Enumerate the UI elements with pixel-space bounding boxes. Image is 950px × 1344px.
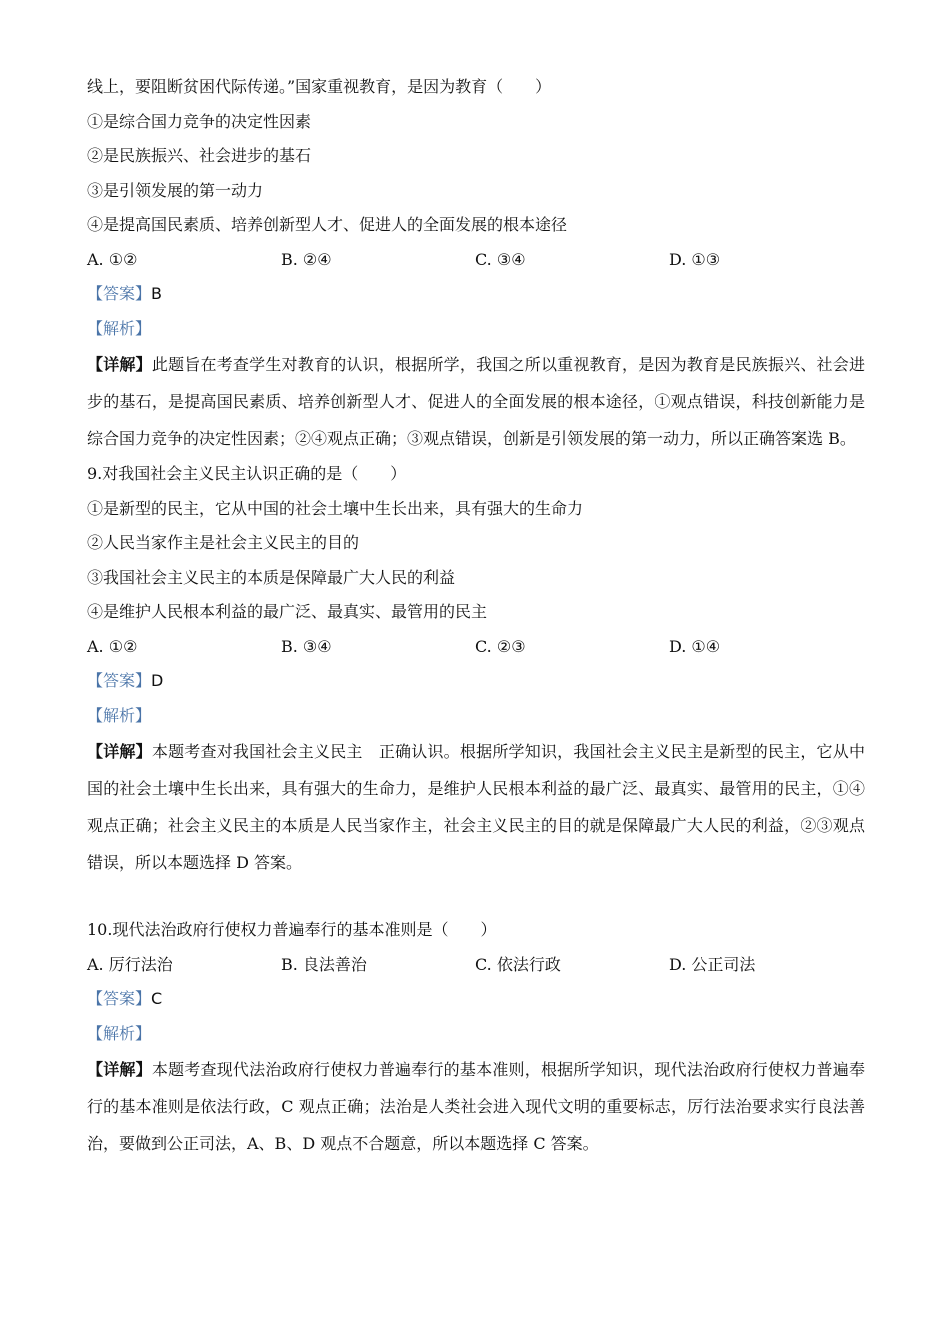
answer-tag: 【答案】 [87, 284, 152, 303]
answer-tag: 【答案】 [87, 989, 152, 1008]
detail-tag: 【详解】 [87, 742, 152, 761]
analysis-tag: 【解析】 [87, 318, 152, 338]
q8-stem-tail: 线上，要阻断贫困代际传递。”国家重视教育，是因为教育（ ） [87, 77, 552, 96]
q10-detail [87, 1051, 865, 1162]
q10-analysis [87, 1017, 865, 1052]
spacer [87, 881, 865, 913]
detail-tag: 【详解】 [87, 1060, 152, 1079]
q8-option-c: C. ③④ [475, 249, 526, 269]
q10-answer [87, 982, 865, 1017]
q8-item-3: ③是引领发展的第一动力 [87, 180, 264, 200]
q8-answer [87, 277, 865, 312]
q9-item-4: ④是维护人民根本利益的最广泛、最真实、最管用的民主 [87, 602, 488, 621]
detail-text: 本题考查现代法治政府行使权力普遍奉行的基本准则，根据所学知识，现代法治政府行使权力普遍奉行的基本准则是依法行政，C 观点正确；法治是人类社会进入现代文明的重要标志，厉行法治要求实行良法善治，要做到公正司法，A、B、D 观点不合题意，所以本题选择 C 答案。 [87, 1060, 865, 1153]
analysis-tag: 【解析】 [87, 705, 152, 725]
q9-option-b: B. ③④ [281, 636, 332, 656]
q8-option-a: A. ①② [87, 249, 138, 269]
answer-tag: 【答案】 [87, 671, 152, 690]
q9-item-2: ②人民当家作主是社会主义民主的目的 [87, 533, 360, 552]
q10-option-c: C. 依法行政 [475, 954, 561, 974]
q9-answer [87, 664, 865, 699]
detail-text: 此题旨在考查学生对教育的认识，根据所学，我国之所以重视教育，是因为教育是民族振兴、社会进步的基石，是提高国民素质、培养创新型人才、促进人的全面发展的根本途径，①观点错误，科技创新能力是综合国力竞争的决定性因素；②④观点正确；③观点错误，创新是引领发展的第一动力，所以正确答案选 B。 [87, 355, 865, 448]
q8-item-4: ④是提高国民素质、培养创新型人才、促进人的全面发展的根本途径 [87, 215, 568, 234]
q8-option-d: D. ①③ [669, 249, 721, 269]
q10-option-b: B. 良法善治 [281, 954, 367, 974]
detail-text: 本题考查对我国社会主义民主 正确认识。根据所学知识，我国社会主义民主是新型的民主，它从中国的社会土壤中生长出来，具有强大的生命力，是维护人民根本利益的最广泛、最真实、最管用的民主，①④观点正确；社会主义民主的本质是人民当家作主，社会主义民主的目的就是保障最广大人民的利益，②③观点错误，所以本题选择 D 答案。 [87, 742, 865, 872]
q8-detail [87, 346, 865, 457]
q9-detail [87, 733, 865, 881]
answer-value: C [151, 989, 163, 1008]
document-page [87, 70, 865, 1162]
q9-option-c: C. ②③ [475, 636, 526, 656]
q10-option-a: A. 厉行法治 [87, 954, 173, 974]
detail-tag: 【详解】 [87, 355, 152, 374]
q9-option-a: A. ①② [87, 636, 138, 656]
q8-item-1: ①是综合国力竞争的决定性因素 [87, 111, 312, 131]
q9-option-d: D. ①④ [669, 636, 721, 656]
q10-stem: 10.现代法治政府行使权力普遍奉行的基本准则是（ ） [87, 920, 497, 939]
answer-value: B [151, 284, 162, 303]
q9-options [87, 630, 865, 665]
q9-stem: 9.对我国社会主义民主认识正确的是（ ） [87, 464, 407, 483]
q9-item-1: ①是新型的民主，它从中国的社会土壤中生长出来，具有强大的生命力 [87, 498, 584, 518]
answer-value: D [151, 671, 164, 690]
q8-analysis [87, 312, 865, 347]
q8-option-b: B. ②④ [281, 249, 332, 269]
q8-item-2: ②是民族振兴、社会进步的基石 [87, 146, 312, 165]
q9-analysis [87, 699, 865, 734]
q9-item-3: ③我国社会主义民主的本质是保障最广大人民的利益 [87, 567, 456, 587]
q10-options [87, 948, 865, 983]
q10-option-d: D. 公正司法 [669, 954, 756, 974]
analysis-tag: 【解析】 [87, 1023, 152, 1043]
q8-options [87, 243, 865, 278]
